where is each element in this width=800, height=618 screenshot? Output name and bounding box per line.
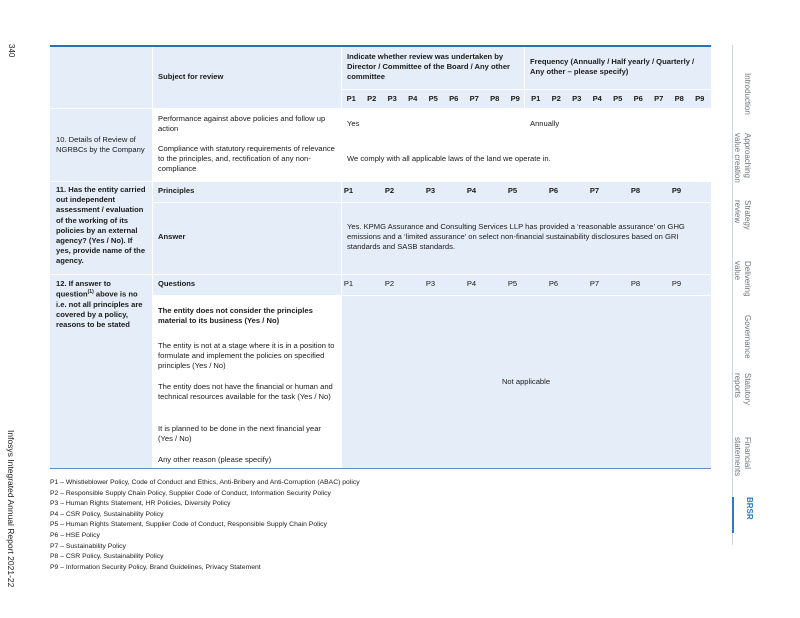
principles-legend — [50, 478, 360, 573]
frequency-col-p6: P6 — [633, 94, 643, 103]
frequency-col-p2: P2 — [551, 94, 561, 103]
row10-review-value: Yes — [347, 119, 360, 128]
row-divider — [50, 108, 711, 109]
nav-brsr[interactable]: BRSR — [732, 497, 774, 533]
row12-p5: P5 — [507, 279, 518, 288]
principle-col-p7: P7 — [469, 94, 479, 103]
row11-p1: P1 — [343, 186, 354, 195]
row-divider — [152, 202, 711, 203]
row10-compliance-value: We comply with all applicable laws of the land we operate in. — [347, 154, 551, 163]
row-divider — [152, 449, 341, 450]
legend-item: P1 – Whistleblower Policy, Code of Conduct and Ethics, Anti-Bribery and Anti-Corruption (ABAC) policy — [50, 479, 360, 486]
row11-p4: P4 — [466, 186, 477, 195]
row12-question-5: Any other reason (please specify) — [158, 455, 272, 464]
row12-not-applicable: Not applicable — [501, 377, 551, 386]
frequency-col-p9: P9 — [695, 94, 705, 103]
frequency-col-p5: P5 — [613, 94, 623, 103]
row12-question-2: The entity is not at a stage where it is in a position to formulate and implement the policies on specified principles (Yes / No) — [158, 341, 335, 371]
legend-item: P3 – Human Rights Statement, HR Policies, Diversity Policy — [50, 500, 231, 508]
row12-question-3: The entity does not have the financial or human and technical resources available for the task (Yes / No) — [158, 382, 333, 402]
frequency-col-p3: P3 — [572, 94, 582, 103]
row12-p1: P1 — [343, 279, 354, 288]
row-divider — [152, 375, 341, 376]
principle-col-p6: P6 — [449, 94, 459, 103]
section-navigation — [732, 45, 800, 545]
row11-label: 11. Has the entity carried out independent assessment / evaluation of the working of its policies by an external agency? (Yes / No). If yes, provide name of the agency. — [56, 185, 146, 266]
principle-col-p3: P3 — [387, 94, 397, 103]
row12-p8: P8 — [630, 279, 641, 288]
legend-item: P6 – HSE Policy — [50, 531, 100, 539]
frequency-col-p7: P7 — [654, 94, 664, 103]
principle-col-p2: P2 — [367, 94, 377, 103]
row12-label: 12. If answer to question$^{(1)}$ above is no i.e. not all principles are covered by a policy, reasons to be stated — [56, 279, 143, 330]
row-divider — [152, 417, 341, 418]
table-bottom-rule — [50, 468, 711, 469]
row11-answer: Yes. KPMG Assurance and Consulting Services LLP has provided a ‘reasonable assurance’ on GHG emissions and a ‘limited assurance’ on select non-financial sustainability disclosures based on GRI standards and SASB standards. — [347, 222, 685, 252]
nav-statutory-reports[interactable]: Statutory reports — [733, 373, 752, 406]
row-divider — [152, 138, 341, 139]
header-frequency: Frequency (Annually / Half yearly / Quarterly / Any other – please specify) — [530, 57, 695, 77]
nav-governance[interactable]: Governance — [743, 315, 752, 359]
nav-financial-statements[interactable]: Financial statements — [733, 437, 752, 477]
frequency-col-p1: P1 — [531, 94, 541, 103]
row11-answer-label: Answer — [158, 232, 186, 241]
header-principles-row — [341, 94, 711, 104]
frequency-col-p4: P4 — [592, 94, 602, 103]
nav-approaching-value-creation[interactable]: Approaching value creation — [733, 133, 752, 183]
row12-p7: P7 — [589, 279, 600, 288]
principle-col-p9: P9 — [510, 94, 520, 103]
table-top-rule — [50, 45, 711, 47]
principle-col-p4: P4 — [408, 94, 418, 103]
row11-p3: P3 — [425, 186, 436, 195]
row11-p9: P9 — [671, 186, 682, 195]
row-divider — [152, 295, 711, 296]
row11-p6: P6 — [548, 186, 559, 195]
nav-introduction[interactable]: Introduction — [743, 73, 752, 115]
header-review-by: Indicate whether review was undertaken by Director / Committee of the Board / Any other committee — [347, 52, 511, 82]
row12-p9: P9 — [671, 279, 682, 288]
row12-questions-label: Questions — [158, 279, 196, 288]
row11-principles-label: Principles — [158, 186, 195, 195]
row11-principles-row — [341, 186, 711, 196]
legend-item: P5 – Human Rights Statement, Supplier Code of Conduct, Responsible Supply Chain Policy — [50, 521, 327, 529]
row11-p2: P2 — [384, 186, 395, 195]
row12-value-fill — [341, 274, 711, 468]
column-divider — [152, 45, 153, 468]
legend-item: P4 – CSR Policy, Sustainability Policy — [50, 510, 164, 518]
row11-p5: P5 — [507, 186, 518, 195]
legend-item: P7 – Sustainability Policy — [50, 542, 126, 550]
principle-col-p8: P8 — [490, 94, 500, 103]
principle-col-p5: P5 — [428, 94, 438, 103]
legend-item: P8 – CSR Policy, Sustainability Policy — [50, 553, 164, 561]
row11-p7: P7 — [589, 186, 600, 195]
row-divider — [50, 274, 711, 275]
row-divider — [50, 181, 711, 182]
row10-performance-subject: Performance against above policies and follow up action — [158, 114, 326, 134]
row10-compliance-subject: Compliance with statutory requirements of relevance to the principles, and, rectification of any non-compliance — [158, 144, 335, 174]
report-title: Infosys Integrated Annual Report 2021-22 — [6, 430, 16, 588]
row12-p4: P4 — [466, 279, 477, 288]
header-divider — [341, 89, 711, 90]
row10-label: 10. Details of Review of NGRBCs by the Company — [56, 135, 145, 155]
column-divider — [341, 45, 342, 468]
row12-p3: P3 — [425, 279, 436, 288]
frequency-col-p8: P8 — [674, 94, 684, 103]
principles-review-table — [50, 45, 711, 470]
row-divider — [152, 335, 341, 336]
page-number: 340 — [7, 44, 16, 58]
legend-item: P2 – Responsible Supply Chain Policy, Supplier Code of Conduct, Information Security Policy — [50, 489, 331, 497]
row11-p8: P8 — [630, 186, 641, 195]
legend-item: P9 – Information Security Policy, Brand Guidelines, Privacy Statement — [50, 563, 261, 571]
row12-principles-row — [341, 279, 711, 289]
row12-p2: P2 — [384, 279, 395, 288]
nav-strategy-review[interactable]: Strategy review — [733, 200, 752, 230]
row12-question-4: It is planned to be done in the next financial year (Yes / No) — [158, 424, 321, 444]
nav-delivering-value[interactable]: Delivering value — [733, 261, 752, 297]
row10-frequency-value: Annually — [530, 119, 560, 128]
header-subject: Subject for review — [158, 72, 224, 81]
row12-p6: P6 — [548, 279, 559, 288]
principle-col-p1: P1 — [346, 94, 356, 103]
row12-question-1: The entity does not consider the principles material to its business (Yes / No) — [158, 306, 313, 326]
